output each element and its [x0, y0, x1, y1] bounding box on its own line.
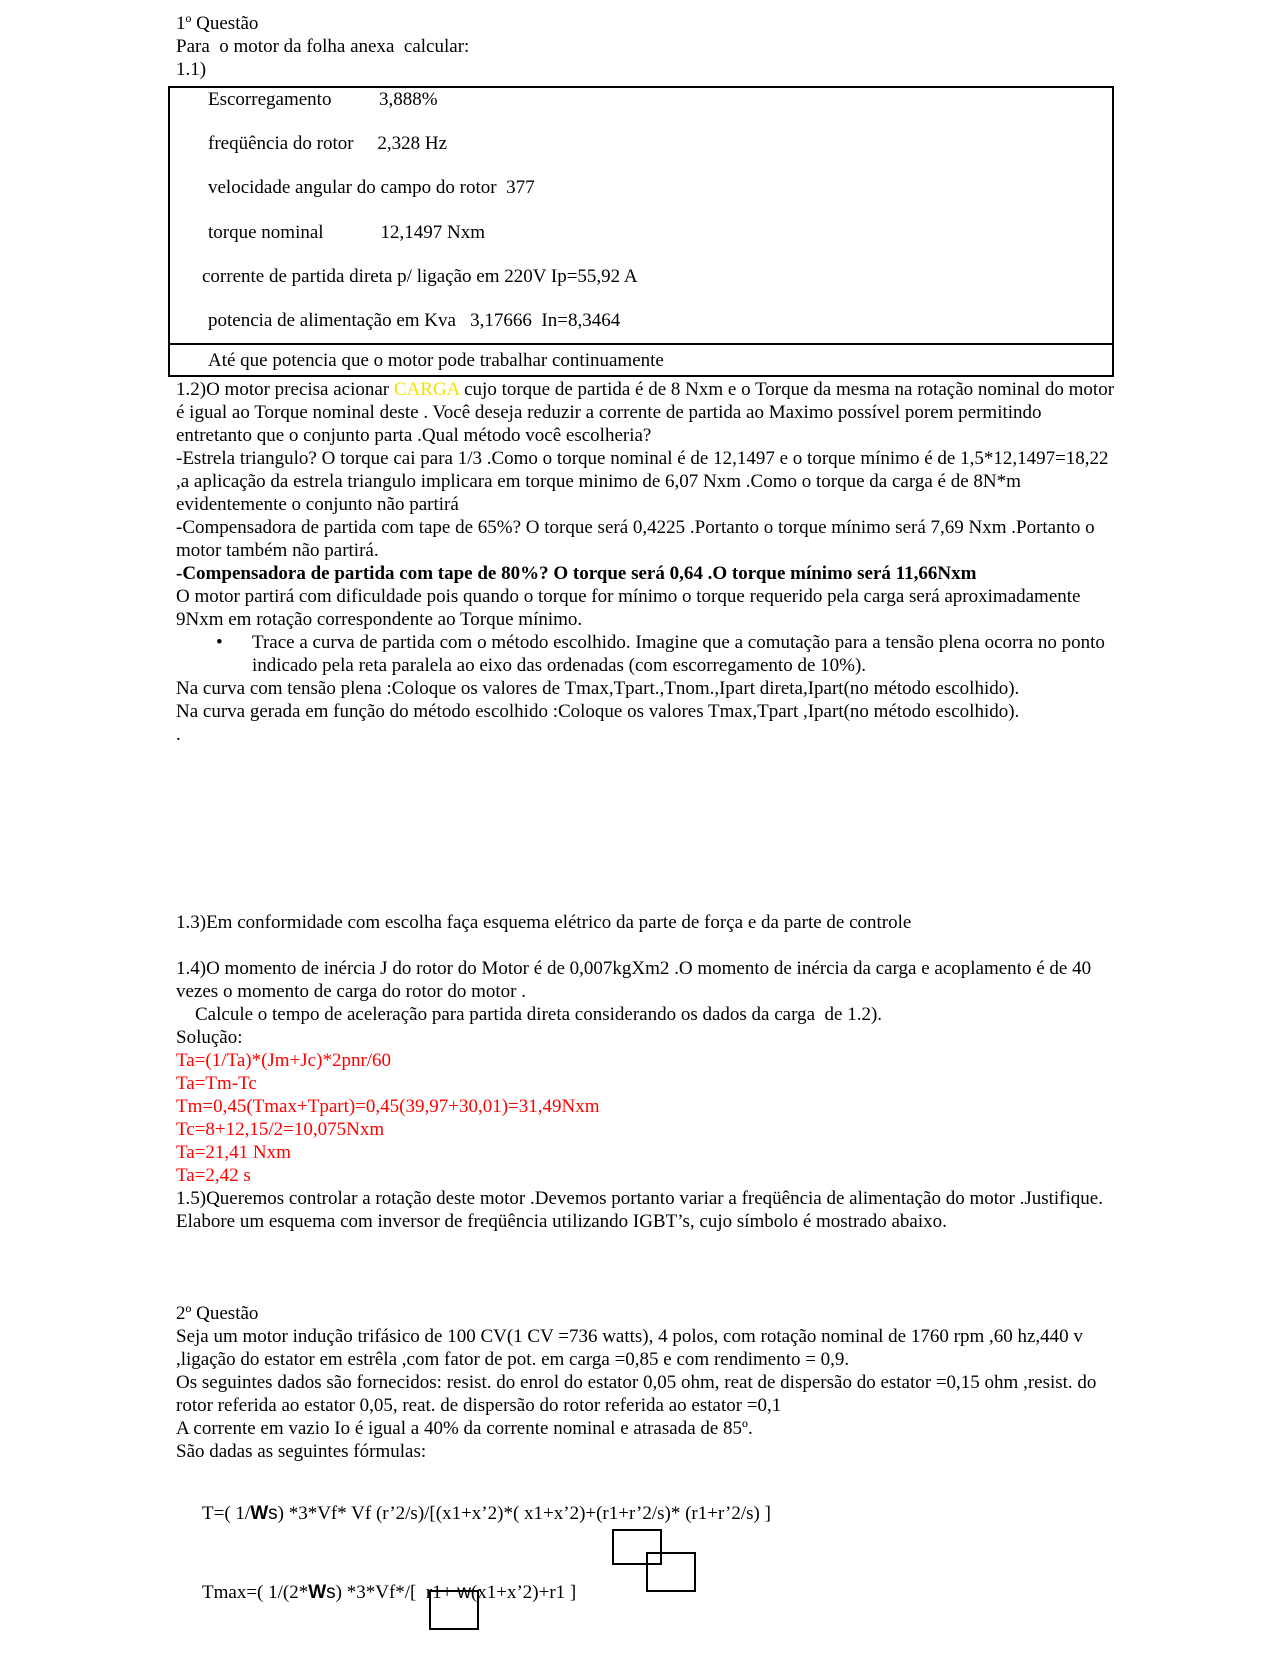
q12-bullet-text: Trace a curva de partida com o método escolhido. Imagine que a comutação para a tensão plena ocorra no ponto indicado pela reta paralela ao eixo das ordenadas (com escorregamento de 10%). [252, 632, 1105, 676]
box-row-slip: Escorregamento 3,888% [208, 89, 438, 110]
solution-line: Ta=Tm-Tc [176, 1073, 257, 1094]
solution-line: Ta=2,42 s [176, 1165, 251, 1186]
section-question-2 [176, 1302, 1116, 1463]
q14-paragraph-1: 1.4)O momento de inércia J do rotor do Motor é de 0,007kgXm2 .O momento de inércia da carga e acoplamento é de 40 vezes o momento de carga do rotor do motor . [176, 958, 1092, 1002]
section-1-4 [176, 957, 1116, 1233]
box-row-nominal-torque: torque nominal 12,1497 Nxm [208, 222, 486, 243]
omega-symbol: W [250, 1503, 269, 1524]
q2-paragraph-1: Seja um motor indução trifásico de 100 CV(1 CV =736 watts), 4 polos, com rotação nominal de 1760 rpm ,60 hz,440 v ,ligação do estator em estrêla ,com fator de pot. em carga =0,85 e com rendimento = 0,9. [176, 1326, 1083, 1370]
q14-paragraph-2: Calcule o tempo de aceleração para partida direta considerando os dados da carga de 1.2). [176, 1004, 883, 1025]
box-row-power-kva: potencia de alimentação em Kva 3,17666 In=8,3464 [208, 310, 621, 331]
q12-paragraph-4-bold: -Compensadora de partida com tape de 80%? O torque será 0,64 .O torque mínimo será 11,66Nxm [176, 563, 977, 584]
q12-paragraph-7: Na curva gerada em função do método escolhido :Coloque os valores Tmax,Tpart ,Ipart(no método escolhido). [176, 701, 1020, 722]
q13-text: 1.3)Em conformidade com escolha faça esquema elétrico da parte de força e da parte de controle [176, 912, 912, 933]
q12-paragraph-3: -Compensadora de partida com tape de 65%? O torque será 0,4225 .Portanto o torque mínimo será 7,69 Nxm .Portanto o motor também não partirá. [176, 517, 1095, 561]
q2-paragraph-4: São dadas as seguintes fórmulas: [176, 1441, 427, 1462]
solution-line: Ta=(1/Ta)*(Jm+Jc)*2pnr/60 [176, 1050, 392, 1071]
question-2-title: 2º Questão [176, 1303, 259, 1324]
q2-paragraph-3: A corrente em vazio Io é igual a 40% da corrente nominal e atrasada de 85º. [176, 1418, 753, 1439]
formula-part: ) *3*Vf* Vf (r’2/s)/[(x1+x’2)*( x1+x’2)+(r1+r’2/s)* (r1+r’2/s) ] [277, 1503, 771, 1524]
section-1-2 [176, 378, 1116, 746]
bullet-icon: • [216, 632, 223, 653]
q12-paragraph-6: Na curva com tensão plena :Coloque os valores de Tmax,Tpart.,Tnom.,Ipart direta,Ipart(no método escolhido). [176, 678, 1020, 699]
box-row-rotor-frequency: freqüência do rotor 2,328 Hz [208, 133, 448, 154]
formula-part: ) *3*Vf*/[ r1+ [335, 1582, 458, 1603]
q12-paragraph-8: . [176, 724, 181, 745]
box-row-starting-current: corrente de partida direta p/ ligação em 220V Ip=55,92 A [202, 266, 638, 287]
formula-part: T=( 1/ [202, 1503, 251, 1524]
q12-p1-end: cujo torque de partida é de 8 Nxm e o Torque da mesma na rotação nominal do motor é igual ao Torque nominal deste . Você deseja reduzir a corrente de partida ao Maximo possível porem permitindo entretanto que o conjunto parta .Qual método você escolheria? [176, 379, 1115, 446]
page-header [176, 12, 1116, 81]
formula-part: (x1+x’2)+r1 ] [470, 1582, 577, 1603]
q2-paragraph-2: Os seguintes dados são fornecidos: resist. do enrol do estator 0,05 ohm, reat de dispersão do estator =0,15 ohm ,resist. do rotor referida ao estator 0,05, reat. de dispersão do rotor referida ao estator =0,1 [176, 1372, 1097, 1416]
solution-line: Tm=0,45(Tmax+Tpart)=0,45(39,97+30,01)=31,49Nxm [176, 1096, 600, 1117]
omega-symbol: w [457, 1582, 471, 1603]
subquestion-1-1-label: 1.1) [176, 59, 207, 80]
question-1-intro: Para o motor da folha anexa calcular: [176, 36, 470, 57]
formula-tmax [202, 1581, 576, 1604]
results-box [168, 86, 1114, 345]
formula-part: Tmax=( 1/(2* [202, 1582, 309, 1603]
q12-bullet-item [176, 631, 1116, 677]
drawing-rectangle [429, 1590, 479, 1630]
q12-p1-start: 1.2)O motor precisa acionar [176, 379, 394, 400]
q15-paragraph-2: Elabore um esquema com inversor de freqüência utilizando IGBT’s, cujo símbolo é mostrado abaixo. [176, 1211, 947, 1232]
formula-part: s [326, 1582, 336, 1603]
drawing-rectangle [646, 1552, 696, 1592]
solution-line: Ta=21,41 Nxm [176, 1142, 291, 1163]
q12-paragraph-5: O motor partirá com dificuldade pois quando o torque for mínimo o torque requerido pela carga será aproximadamente 9Nxm em rotação correspondente ao Torque mínimo. [176, 586, 1081, 630]
solution-label: Solução: [176, 1027, 243, 1048]
solution-line: Tc=8+12,15/2=10,075Nxm [176, 1119, 385, 1140]
q15-paragraph-1: 1.5)Queremos controlar a rotação deste motor .Devemos portanto variar a freqüência de alimentação do motor .Justifique. [176, 1188, 1103, 1209]
omega-symbol: W [308, 1582, 327, 1603]
q12-paragraph-1 [176, 378, 1116, 447]
formula-part: s [268, 1503, 278, 1524]
box-row-angular-speed: velocidade angular do campo do rotor 377 [208, 177, 535, 198]
section-1-3 [176, 911, 1116, 934]
highlighted-carga: CARGA [393, 379, 460, 400]
q12-paragraph-2: -Estrela triangulo? O torque cai para 1/3 .Como o torque nominal é de 12,1497 e o torque mínimo é de 1,5*12,1497=18,22 ,a aplicação da estrela triangulo implicara em torque minimo de 6,07 Nxm .Como o torque da carga é de 8N*m evidentemente o conjunto não partirá [176, 448, 1109, 515]
question-1-title: 1º Questão [176, 13, 259, 34]
results-box-last-row [168, 345, 1114, 377]
box-row-continuous-power: Até que potencia que o motor pode trabalhar continuamente [208, 350, 664, 371]
formula-torque [202, 1502, 771, 1525]
